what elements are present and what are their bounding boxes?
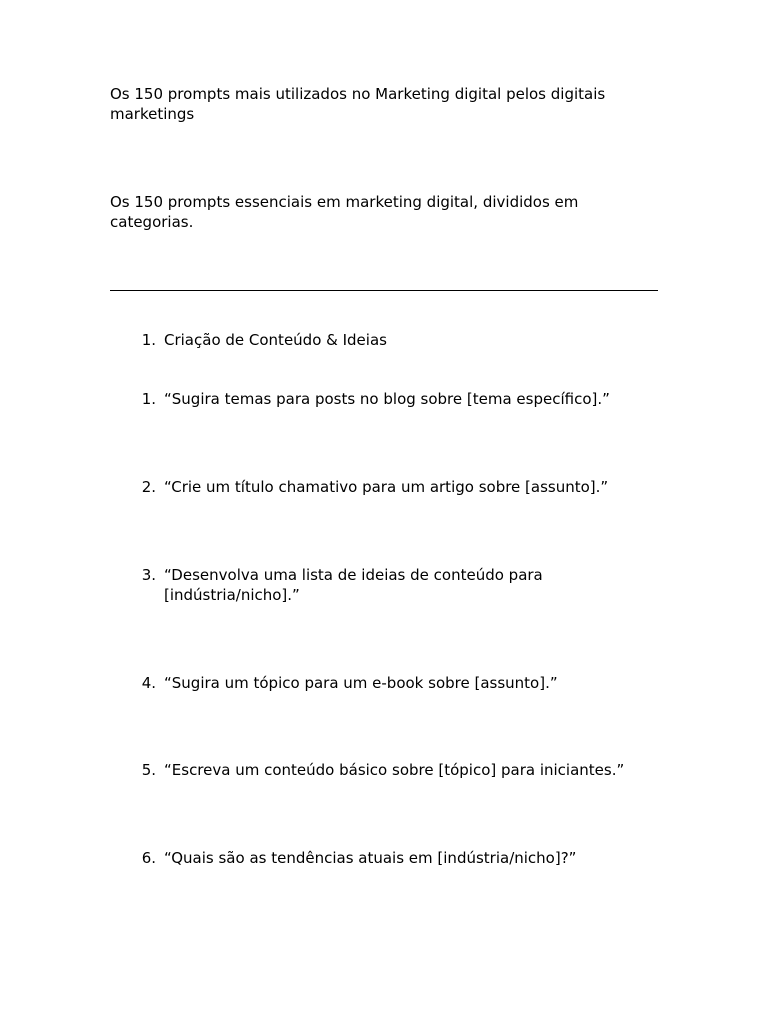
section-number: 1. bbox=[141, 331, 156, 349]
list-item bbox=[110, 760, 650, 780]
list-item-text: “Escreva um conteúdo básico sobre [tópico] para iniciantes.” bbox=[164, 761, 625, 779]
list-item-number: 4. bbox=[141, 674, 156, 692]
list-item bbox=[110, 477, 650, 497]
list-item bbox=[110, 565, 650, 605]
list-item-number: 2. bbox=[141, 478, 156, 496]
list-item bbox=[110, 673, 650, 693]
list-item-text: “Quais são as tendências atuais em [indústria/nicho]?” bbox=[164, 849, 577, 867]
list-item-number: 1. bbox=[141, 390, 156, 408]
list-item bbox=[110, 389, 650, 409]
horizontal-divider bbox=[110, 290, 658, 291]
list-item-number: 6. bbox=[141, 849, 156, 867]
document-title: Os 150 prompts mais utilizados no Marketing digital pelos digitais marketings bbox=[110, 85, 606, 123]
list-item-text: “Sugira temas para posts no blog sobre [tema específico].” bbox=[164, 390, 610, 408]
list-item-number: 5. bbox=[141, 761, 156, 779]
list-item bbox=[110, 848, 650, 868]
list-item-text: “Sugira um tópico para um e-book sobre [assunto].” bbox=[164, 674, 558, 692]
list-item-text: “Crie um título chamativo para um artigo sobre [assunto].” bbox=[164, 478, 609, 496]
list-item-number: 3. bbox=[141, 566, 156, 584]
section-heading-text: Criação de Conteúdo & Ideias bbox=[164, 331, 387, 349]
section-heading bbox=[110, 330, 650, 350]
document-intro: Os 150 prompts essenciais em marketing digital, divididos em categorias. bbox=[110, 193, 579, 231]
list-item-text: “Desenvolva uma lista de ideias de conteúdo para [indústria/nicho].” bbox=[164, 566, 543, 604]
